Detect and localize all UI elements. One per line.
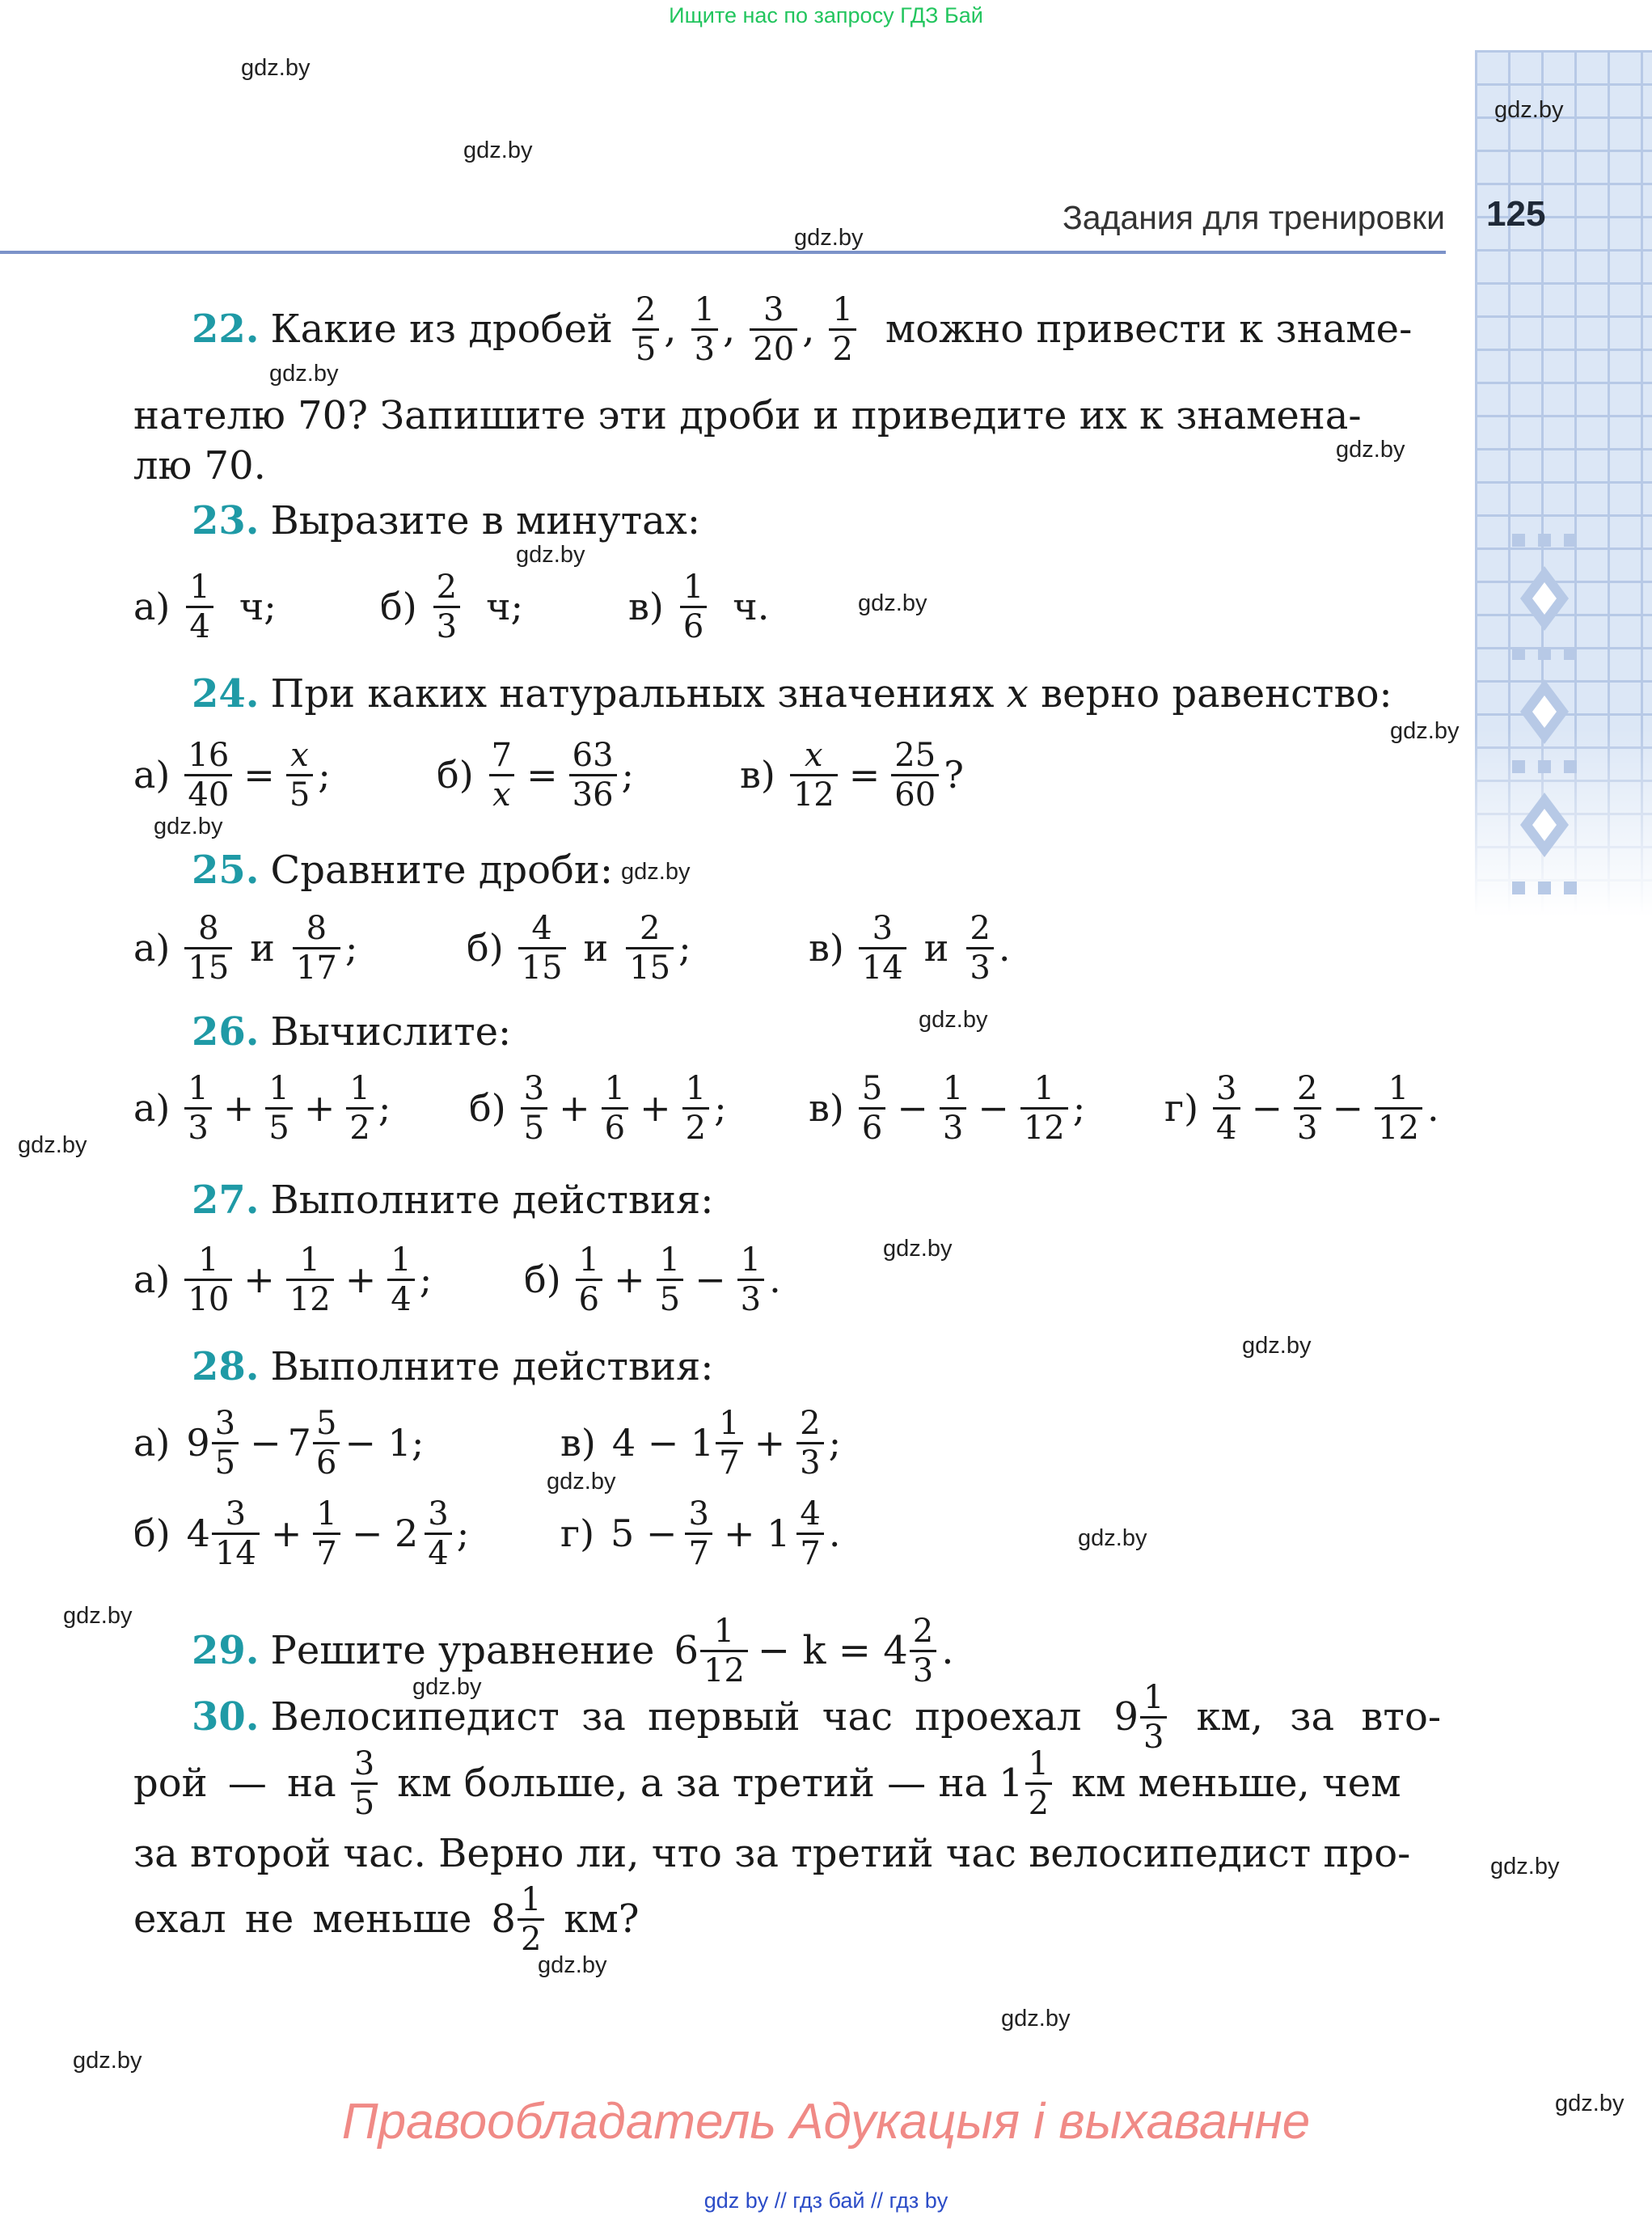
task-number: 23. — [192, 498, 260, 543]
item-label: а) — [133, 753, 171, 797]
numerator: 7 — [491, 736, 513, 774]
denominator: x — [489, 774, 514, 814]
section-title: Задания для тренировки — [1062, 199, 1445, 236]
numerator: 1 — [198, 1241, 219, 1279]
numerator: 1 — [578, 1241, 600, 1279]
operator: + — [754, 1421, 786, 1465]
unit: ч; — [486, 585, 524, 628]
unit: ч. — [733, 585, 770, 628]
denominator: 12 — [286, 1279, 334, 1318]
watermark: gdz.by — [919, 1007, 988, 1033]
operator: − — [1332, 1086, 1364, 1130]
task-text: Сравните дроби: — [270, 848, 614, 893]
watermark: gdz.by — [516, 542, 585, 568]
numerator: 1 — [1143, 1678, 1164, 1716]
denominator: 12 — [1020, 1107, 1068, 1147]
punct: ; — [456, 1512, 470, 1555]
whole: 7 — [287, 1421, 311, 1465]
task-number: 30. — [192, 1694, 260, 1740]
denominator: 40 — [184, 774, 232, 814]
punct: . — [828, 1512, 841, 1555]
task-24 — [133, 670, 1443, 718]
task-text: Выполните действия: — [270, 1178, 714, 1223]
denominator: 20 — [750, 328, 797, 368]
punct: ; — [378, 1086, 391, 1130]
numerator: 3 — [523, 1069, 545, 1107]
operator: − — [897, 1086, 928, 1130]
operator: + — [303, 1086, 336, 1130]
task-22-line3: лю 70. — [133, 443, 266, 488]
denominator: 5 — [521, 1107, 547, 1147]
denominator: 2 — [829, 328, 856, 368]
task-text: верно равенство: — [1041, 671, 1392, 717]
numerator: 63 — [572, 736, 614, 774]
denominator: 5 — [212, 1442, 239, 1482]
numerator: 2 — [800, 1404, 821, 1442]
tail: − 1; — [344, 1421, 425, 1465]
operator: − — [978, 1086, 1009, 1130]
task-27 — [133, 1176, 1443, 1224]
task-30-line3: за второй час. Верно ли, что за третий час велосипедист про- — [133, 1831, 1411, 1876]
task-27-items — [133, 1239, 1427, 1328]
numerator: 1 — [391, 1241, 412, 1279]
numerator: 1 — [268, 1069, 289, 1107]
task-30-line4 — [133, 1875, 1443, 1964]
watermark: gdz.by — [269, 361, 339, 387]
task-26-items — [133, 1068, 1443, 1156]
watermark: gdz.by — [63, 1603, 133, 1629]
whole: 4 — [186, 1512, 210, 1555]
task-25 — [133, 846, 1443, 894]
numerator: 8 — [306, 909, 327, 947]
operator: + — [344, 1258, 377, 1301]
numerator: 1 — [713, 1612, 735, 1650]
punct: ; — [714, 1086, 727, 1130]
item-label: в) — [809, 1086, 844, 1130]
item-label: б) — [380, 585, 417, 628]
item-label: в) — [560, 1421, 596, 1465]
watermark: gdz.by — [1078, 1525, 1147, 1551]
task-30-line2 — [133, 1739, 1443, 1828]
task-text: Выразите в минутах: — [270, 498, 700, 543]
denominator: 3 — [184, 1107, 211, 1147]
denominator: 5 — [265, 1107, 292, 1147]
numerator: 2 — [912, 1612, 934, 1650]
denominator: 3 — [796, 1442, 823, 1482]
watermark: gdz.by — [1555, 2091, 1625, 2116]
whole: 8 — [491, 1896, 516, 1942]
denominator: 4 — [186, 606, 213, 645]
task-text: Решите уравнение — [270, 1628, 655, 1673]
task-text: При каких натуральных значениях — [270, 671, 995, 717]
task-text: Вычислите: — [270, 1009, 512, 1055]
numerator: 1 — [189, 568, 210, 606]
operator: + 1 — [723, 1512, 791, 1555]
item-label: б) — [133, 1512, 171, 1555]
punct: ; — [828, 1421, 842, 1465]
denominator: 6 — [576, 1279, 602, 1318]
variable: x — [1006, 671, 1029, 717]
whole: 1 — [999, 1761, 1024, 1806]
punct: ; — [678, 926, 691, 970]
numerator: 3 — [225, 1495, 247, 1533]
watermark: gdz.by — [1001, 2006, 1071, 2032]
punct: . — [998, 926, 1011, 970]
whole: 9 — [186, 1421, 210, 1465]
numerator: 4 — [531, 909, 552, 947]
numerator: 1 — [694, 290, 716, 328]
denominator: 60 — [891, 774, 939, 814]
numerator: 1 — [604, 1069, 626, 1107]
task-number: 26. — [192, 1009, 260, 1055]
denominator: 6 — [680, 606, 707, 645]
task-number: 29. — [192, 1628, 260, 1673]
task-text: Велосипедист за первый час проехал — [270, 1694, 1082, 1740]
denominator: 3 — [691, 328, 718, 368]
task-text: ехал не меньше — [133, 1896, 472, 1942]
numerator: 1 — [349, 1069, 370, 1107]
punct: . — [1426, 1086, 1439, 1130]
numerator: 1 — [1388, 1069, 1409, 1107]
item-label: а) — [133, 585, 171, 628]
denominator: 12 — [700, 1650, 748, 1689]
operator: − 2 — [351, 1512, 419, 1555]
numerator: 4 — [800, 1495, 821, 1533]
equation-middle: − k = 4 — [757, 1628, 908, 1673]
denominator: 7 — [313, 1533, 340, 1572]
operator: − — [250, 1421, 281, 1465]
numerator: 16 — [188, 736, 230, 774]
ornament-icon — [1504, 534, 1585, 906]
numerator: 3 — [872, 909, 894, 947]
denominator: 3 — [940, 1107, 966, 1147]
denominator: 3 — [1294, 1107, 1320, 1147]
unit: ч; — [239, 585, 277, 628]
punct: ; — [621, 753, 635, 797]
numerator: 2 — [635, 290, 657, 328]
task-24-items: а) $\frac{16}{40}$ = $\frac{x}{5}$ ; б) $\frac{7}{x}$ = $\frac{63}{36}$ ; в) $\frac{x}{12}$ = $\frac{25}{60}$ ? — [133, 736, 964, 814]
watermark: gdz.by — [412, 1674, 482, 1700]
watermark: gdz.by — [1336, 437, 1405, 463]
denominator: 7 — [716, 1442, 742, 1482]
denominator: 4 — [387, 1279, 414, 1318]
task-text: рой — на — [133, 1761, 336, 1806]
and-word: и — [250, 926, 275, 970]
operator: + — [222, 1086, 255, 1130]
task-22: 22. Какие из дробей $\frac{2}{5}$ , $\frac{1}{3}$ , $\frac{3}{20}$ , $\frac{1}{2}$ можно привести к знаме- — [192, 290, 1413, 368]
denominator: 6 — [313, 1442, 340, 1482]
numerator: 3 — [1216, 1069, 1237, 1107]
denominator: 4 — [1213, 1107, 1240, 1147]
denominator: 7 — [685, 1533, 712, 1572]
watermark: gdz.by — [241, 55, 311, 81]
numerator: 1 — [682, 568, 704, 606]
task-28-row1 — [133, 1402, 1427, 1491]
denominator: 17 — [293, 947, 340, 987]
item-label: в) — [740, 753, 775, 797]
task-text: км, за вто- — [1196, 1694, 1442, 1740]
punct: ; — [344, 926, 358, 970]
item-label: в) — [809, 926, 844, 970]
numerator: 3 — [763, 290, 784, 328]
footer-links[interactable]: gdz by // гдз бай // гдз by — [703, 2188, 949, 2213]
numerator: 2 — [436, 568, 458, 606]
denominator: 3 — [433, 606, 460, 645]
numerator: 2 — [639, 909, 661, 947]
watermark: gdz.by — [1242, 1333, 1312, 1359]
watermark: gdz.by — [794, 225, 864, 251]
watermark: gdz.by — [154, 814, 223, 839]
denominator: 6 — [602, 1107, 628, 1147]
watermark: gdz.by — [621, 859, 691, 885]
task-number: 28. — [192, 1344, 260, 1389]
denominator: 36 — [569, 774, 617, 814]
numerator: 1 — [1033, 1069, 1055, 1107]
numerator: 1 — [942, 1069, 964, 1107]
operator: + — [243, 1258, 275, 1301]
numerator: 8 — [198, 909, 219, 947]
head: 5 − — [611, 1512, 678, 1555]
item-label: б) — [467, 926, 504, 970]
denominator: 4 — [425, 1533, 451, 1572]
denominator: 5 — [657, 1279, 683, 1318]
punct: ? — [944, 753, 964, 797]
numerator: 1 — [832, 290, 853, 328]
operator: − — [1251, 1086, 1283, 1130]
task-number: 24. — [192, 671, 260, 717]
and-word: и — [583, 926, 609, 970]
watermark: gdz.by — [547, 1469, 616, 1495]
denominator: 12 — [790, 774, 838, 814]
watermark: gdz.by — [73, 2048, 142, 2074]
task-text: км меньше, чем — [1071, 1761, 1401, 1806]
denominator: 15 — [518, 947, 566, 987]
whole: 9 — [1113, 1694, 1139, 1740]
numerator: 1 — [659, 1241, 681, 1279]
task-28 — [133, 1342, 1443, 1391]
task-number: 25. — [192, 848, 260, 893]
item-label: в) — [628, 585, 664, 628]
numerator: 5 — [861, 1069, 883, 1107]
punct: . — [941, 1628, 954, 1673]
numerator: 3 — [428, 1495, 449, 1533]
denominator: 5 — [632, 328, 659, 368]
item-label: г) — [560, 1512, 595, 1555]
numerator: x — [805, 736, 823, 774]
page-number: 125 — [1486, 194, 1546, 234]
numerator: 2 — [1297, 1069, 1318, 1107]
numerator: x — [290, 736, 309, 774]
denominator: 6 — [859, 1107, 885, 1147]
task-number: 22. — [192, 307, 260, 352]
operator: − — [695, 1258, 726, 1301]
denominator: 2 — [346, 1107, 373, 1147]
numerator: 1 — [1028, 1744, 1050, 1782]
task-number: 27. — [192, 1178, 260, 1223]
denominator: 3 — [910, 1650, 936, 1689]
task-text: можно привести к знаме- — [885, 307, 1413, 352]
task-23-items — [133, 566, 1427, 655]
denominator: 15 — [626, 947, 674, 987]
whole: 6 — [674, 1628, 699, 1673]
denominator: 14 — [212, 1533, 260, 1572]
denominator: 3 — [1140, 1716, 1167, 1756]
numerator: 1 — [316, 1495, 337, 1533]
denominator: 14 — [859, 947, 906, 987]
denominator: 5 — [286, 774, 313, 814]
numerator: 1 — [188, 1069, 209, 1107]
watermark: gdz.by — [1490, 1854, 1560, 1879]
item-label: а) — [133, 1421, 171, 1465]
task-25-items — [133, 907, 1427, 996]
header-rule — [0, 251, 1446, 254]
operator: + — [559, 1086, 590, 1130]
denominator: 12 — [1375, 1107, 1422, 1147]
watermark: gdz.by — [858, 590, 927, 616]
task-26 — [133, 1008, 1443, 1056]
and-word: и — [923, 926, 949, 970]
watermark: gdz.by — [538, 1952, 607, 1978]
numerator: 2 — [970, 909, 991, 947]
punct: ; — [419, 1258, 433, 1301]
item-label: б) — [469, 1086, 506, 1130]
denominator: 2 — [682, 1107, 709, 1147]
operator: + — [270, 1512, 302, 1555]
numerator: 1 — [740, 1241, 762, 1279]
operator: + — [614, 1258, 645, 1301]
task-text: Какие из дробей — [270, 307, 613, 352]
task-22-line2: нателю 70? Запишите эти дроби и приведите их к знамена- — [133, 393, 1362, 438]
numerator: 3 — [214, 1404, 236, 1442]
item-label: а) — [133, 1258, 171, 1301]
denominator: 15 — [184, 947, 232, 987]
watermark: gdz.by — [463, 137, 533, 163]
watermark: gdz.by — [1390, 718, 1460, 744]
numerator: 3 — [688, 1495, 709, 1533]
task-text: км? — [564, 1896, 640, 1942]
watermark: gdz.by — [883, 1236, 953, 1262]
denominator: 2 — [518, 1918, 544, 1958]
denominator: 3 — [737, 1279, 764, 1318]
numerator: 1 — [719, 1404, 740, 1442]
numerator: 5 — [315, 1404, 337, 1442]
denominator: 3 — [966, 947, 993, 987]
task-text: Выполните действия: — [270, 1344, 714, 1389]
task-text: км больше, а за третий — на — [397, 1761, 988, 1806]
denominator: 10 — [184, 1279, 232, 1318]
task-28-row2 — [133, 1493, 1427, 1582]
numerator: 1 — [520, 1880, 542, 1918]
operator: + — [640, 1086, 671, 1130]
numerator: 1 — [685, 1069, 707, 1107]
denominator: 7 — [796, 1533, 823, 1572]
punct: . — [769, 1258, 781, 1301]
item-label: а) — [133, 1086, 171, 1130]
denominator: 2 — [1025, 1782, 1052, 1822]
item-label: б) — [524, 1258, 561, 1301]
item-label: а) — [133, 926, 171, 970]
numerator: 25 — [894, 736, 936, 774]
numerator: 1 — [299, 1241, 320, 1279]
punct: ; — [318, 753, 331, 797]
denominator: 5 — [351, 1782, 378, 1822]
item-label: б) — [437, 753, 474, 797]
copyright-notice: Правообладатель Адукацыя і выхаванне — [341, 2094, 1311, 2150]
numerator: 3 — [353, 1744, 375, 1782]
head: 4 − 1 — [611, 1421, 715, 1465]
punct: ; — [1072, 1086, 1086, 1130]
task-23 — [133, 497, 1443, 545]
watermark: gdz.by — [1494, 97, 1564, 123]
top-banner[interactable]: Ищите нас по запросу ГДЗ Бай — [669, 3, 983, 27]
item-label: г) — [1164, 1086, 1199, 1130]
watermark: gdz.by — [18, 1132, 87, 1158]
